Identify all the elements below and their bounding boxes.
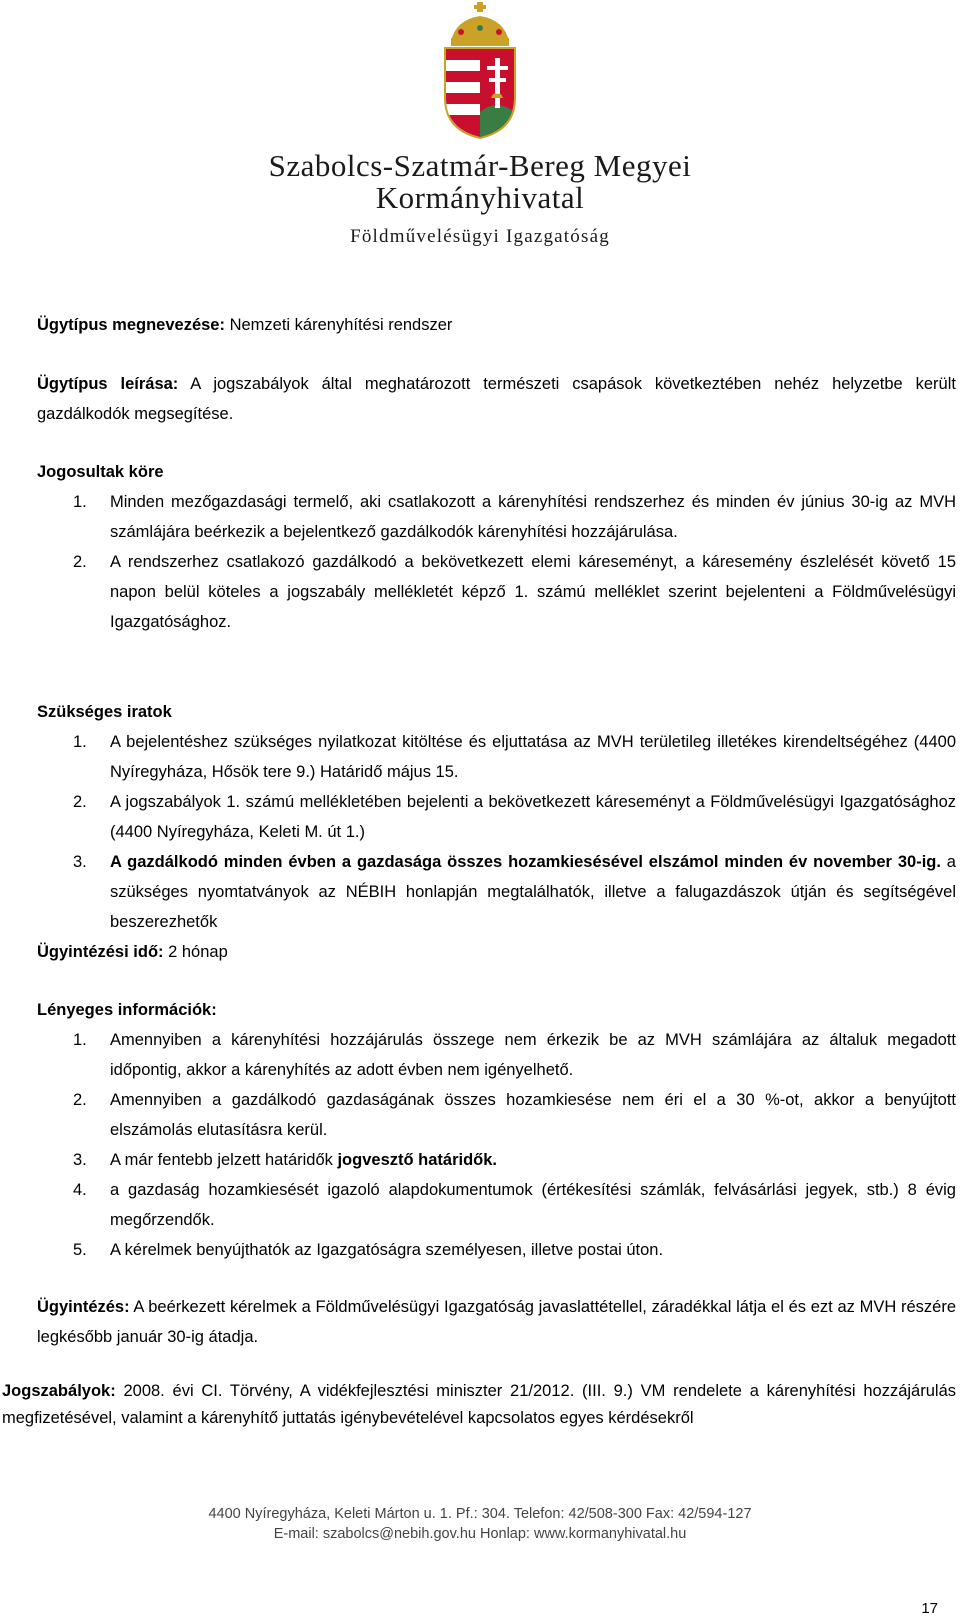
list-item bbox=[37, 1175, 956, 1235]
list-item-number: 5. bbox=[73, 1241, 87, 1259]
footer-contact: E-mail: szabolcs@nebih.gov.hu Honlap: www.kormanyhivatal.hu bbox=[273, 1526, 687, 1542]
list-item-number: 1. bbox=[73, 733, 87, 751]
list-item-number: 2. bbox=[73, 1091, 87, 1109]
legislation-section bbox=[2, 1378, 956, 1432]
processing-time-label: Ügyintézési idő: bbox=[37, 943, 164, 961]
list-item-number: 3. bbox=[73, 1151, 87, 1169]
list-item-text: A rendszerhez csatlakozó gazdálkodó a bekövetkezett elemi káreseményt, a káresemény észlelését követő 15 napon belül köteles a jogszabály mellékletét képző 1. számú melléklet szerint bejelenteni a Földművelésügyi Igazgatósághoz. bbox=[110, 553, 956, 631]
list-item-number: 2. bbox=[73, 793, 87, 811]
list-item-number: 2. bbox=[73, 553, 87, 571]
list-item-text: A kérelmek benyújthatók az Igazgatóságra személyesen, illetve postai úton. bbox=[110, 1241, 664, 1259]
org-name-line2: Kormányhivatal bbox=[375, 180, 585, 215]
list-item bbox=[37, 547, 956, 637]
legislation-label: Jogszabályok: bbox=[2, 1382, 116, 1400]
org-name-line1: Szabolcs-Szatmár-Bereg Megyei bbox=[268, 148, 692, 183]
case-description-paragraph bbox=[37, 369, 956, 429]
list-item-number: 3. bbox=[73, 853, 87, 871]
list-item bbox=[37, 1025, 956, 1085]
eligible-section bbox=[37, 457, 956, 637]
administration-label: Ügyintézés: bbox=[37, 1298, 130, 1316]
key-info-list bbox=[37, 1025, 956, 1265]
list-item-text: Amennyiben a gazdálkodó gazdaságának összes hozamkiesése nem éri el a 30 %-ot, akkor a benyújtott elszámolás elutasításra kerül. bbox=[110, 1091, 956, 1139]
list-item bbox=[37, 1085, 956, 1145]
processing-time-value: 2 hónap bbox=[163, 943, 228, 961]
eligible-title: Jogosultak köre bbox=[37, 463, 164, 481]
org-department: Földművelésügyi Igazgatóság bbox=[350, 226, 610, 247]
key-info-title: Lényeges információk: bbox=[37, 1001, 217, 1019]
case-type-section bbox=[37, 310, 956, 340]
required-documents-section bbox=[37, 697, 956, 967]
required-documents-list bbox=[37, 727, 956, 937]
coat-of-arms-icon bbox=[441, 2, 519, 140]
case-description-section bbox=[37, 369, 956, 429]
list-item-text: Amennyiben a kárenyhítési hozzájárulás összege nem érkezik be az MVH számlájára az általuk megadott időpontig, akkor a kárenyhítés az adott évben nem igényelhető. bbox=[110, 1031, 956, 1079]
list-item bbox=[37, 727, 956, 787]
list-item-number: 1. bbox=[73, 1031, 87, 1049]
list-item-text: A bejelentéshez szükséges nyilatkozat kitöltése és eljuttatása az MVH területileg illetékes kirendeltségéhez (4400 Nyíregyháza, Hősök tere 9.) Határidő május 15. bbox=[110, 733, 956, 781]
case-type-paragraph bbox=[37, 310, 956, 340]
administration-value: A beérkezett kérelmek a Földművelésügyi Igazgatóság javaslattétellel, záradékkal látja el és ezt az MVH részére legkésőbb január 30-ig átadja. bbox=[37, 1298, 956, 1346]
list-item-number: 4. bbox=[73, 1181, 87, 1199]
list-item-text: A már fentebb jelzett határidők bbox=[110, 1151, 338, 1169]
required-documents-title: Szükséges iratok bbox=[37, 703, 172, 721]
list-item-bold-text: jogvesztő határidők. bbox=[337, 1151, 497, 1169]
list-item-bold-text: A gazdálkodó minden évben a gazdasága összes hozamkiesésével elszámol minden év november 30-ig. bbox=[110, 853, 941, 871]
case-description-value: A jogszabályok által meghatározott természeti csapások következtében nehéz helyzetbe került gazdálkodók megsegítése. bbox=[37, 375, 956, 423]
case-type-value: Nemzeti kárenyhítési rendszer bbox=[224, 316, 453, 334]
administration-section bbox=[37, 1292, 956, 1352]
list-item bbox=[37, 487, 956, 547]
list-item bbox=[37, 847, 956, 937]
list-item-text: Minden mezőgazdasági termelő, aki csatlakozott a kárenyhítési rendszerhez és minden év június 30-ig az MVH számlájára beérkezik a bejelentkező gazdálkodók kárenyhítési hozzájárulása. bbox=[110, 493, 956, 541]
case-type-label: Ügytípus megnevezése: bbox=[37, 316, 225, 334]
list-item-text: a szükséges nyomtatványok az NÉBIH honlapján megtalálhatók, illetve a falugazdászok útján és segítségével beszerezhetők bbox=[110, 853, 956, 931]
list-item bbox=[37, 787, 956, 847]
list-item-text: A jogszabályok 1. számú mellékletében bejelenti a bekövetkezett káreseményt a Földművelésügyi Igazgatósághoz (4400 Nyíregyháza, Keleti M. út 1.) bbox=[110, 793, 956, 841]
legislation-value: 2008. évi CI. Törvény, A vidékfejlesztési miniszter 21/2012. (III. 9.) VM rendelete a kárenyhítési hozzájárulás megfizetésével, valamint a kárenyhítő juttatás igénybevételével kapcsolatos egyes kérdésekről bbox=[2, 1382, 956, 1427]
list-item-text: a gazdaság hozamkiesését igazoló alapdokumentumok (értékesítési számlák, felvásárlási jegyek, stb.) 8 évig megőrzendők. bbox=[110, 1181, 956, 1229]
case-description-label: Ügytípus leírása: bbox=[37, 375, 179, 393]
list-item-number: 1. bbox=[73, 493, 87, 511]
processing-time-paragraph bbox=[37, 937, 956, 967]
key-info-section bbox=[37, 995, 956, 1265]
administration-paragraph bbox=[37, 1292, 956, 1352]
page-number: 17 bbox=[921, 1600, 938, 1617]
letterhead bbox=[0, 0, 960, 260]
list-item bbox=[37, 1235, 956, 1265]
eligible-list bbox=[37, 487, 956, 637]
list-item bbox=[37, 1145, 956, 1175]
footer-address: 4400 Nyíregyháza, Keleti Márton u. 1. Pf.: 304. Telefon: 42/508-300 Fax: 42/594-127 bbox=[208, 1506, 752, 1522]
